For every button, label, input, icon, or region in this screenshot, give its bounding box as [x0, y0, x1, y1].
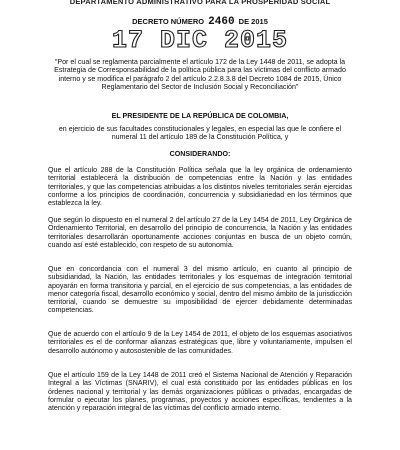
paragraph-2: Que según lo dispuesto en el numeral 2 del artículo 27 de la Ley 1454 de 2011, Ley Orgánica de Ordenamiento Territorial, en desarrollo del principio de concurrencia, la Nación y las entidades territoriales desarrollarán oportunamente acciones conjuntas en busca de un objeto común, cuando así esté establecido, con respeto de su autonomía.: [48, 216, 352, 249]
decree-title: "Por el cual se reglamenta parcialmente el artículo 172 de la Ley 1448 de 2011, se adopta la Estrategia de Corresponsabilidad de la política pública para las víctimas del conflicto armado interno y se modifica el parágrafo 2 del artículo 2.2.8.3.8 del Decreto 1084 de 2015, Único Reglamentario del Sector de Inclusión Social y Reconciliación": [54, 58, 346, 91]
paragraph-5: Que el artículo 159 de la Ley 1448 de 2011 creó el Sistema Nacional de Atención y Reparación Integral a las Víctimas (SNARIV), el cual está constituido por las entidades públicas en los órdenes nacional y territorial y las demás organizaciones públicas o privadas, encargadas de formular o ejecutar los planes, programas, proyectos y acciones específicas, tendientes a la atención y reparación integral de las víctimas del conflicto armado interno.: [48, 371, 352, 413]
paragraph-3: Que en concordancia con el numeral 3 del mismo artículo, en cuanto al principio de subsidiaridad, la Nación, las entidades territoriales y los esquemas de integración territorial apoyarán en forma transitoria y parcial, en el ejercicio de sus competencias, a las entidades de menor categoría fiscal, desarrollo económico y social, dentro del mismo ámbito de la jurisdicción territorial, cuando se demuestre su imposibilidad de ejercer debidamente determinadas competencias.: [48, 265, 352, 315]
president-heading: EL PRESIDENTE DE LA REPÚBLICA DE COLOMBIA,: [111, 112, 289, 120]
decree-number: 2460: [208, 16, 235, 28]
paragraph-4: Que de acuerdo con el artículo 9 de la Ley 1454 de 2011, el objeto de los esquemas asociativos territoriales es el de conformar alianzas estratégicas que, libre y voluntariamente, impulsen el desarrollo autónomo y autosostenible de las comunidades.: [48, 330, 352, 355]
considerando-heading: CONSIDERANDO:: [169, 150, 231, 158]
paragraph-1: Que el artículo 288 de la Constitución Política señala que la ley orgánica de ordenamiento territorial establecerá la distribución de competencias entre la Nación y las entidades territoriales, y que las competencias atribuidas a los distintos niveles territoriales serán ejercidas conforme a los principios de coordinación, concurrencia y subsidiariedad en los términos que establezca la ley.: [48, 166, 352, 208]
decree-year: DE 2015: [238, 17, 268, 26]
entity-header: DEPARTAMENTO ADMINISTRATIVO PARA LA PROSPERIDAD SOCIAL: [69, 0, 331, 6]
faculties-text: en ejercicio de sus facultades constitucionales y legales, en especial las que le confiere el numeral 11 del artículo 189 de la Constitución Política, y: [58, 125, 342, 142]
date-stamp: 17 DIC 2015: [111, 26, 289, 55]
decree-prefix: DECRETO NÚMERO: [132, 17, 205, 26]
